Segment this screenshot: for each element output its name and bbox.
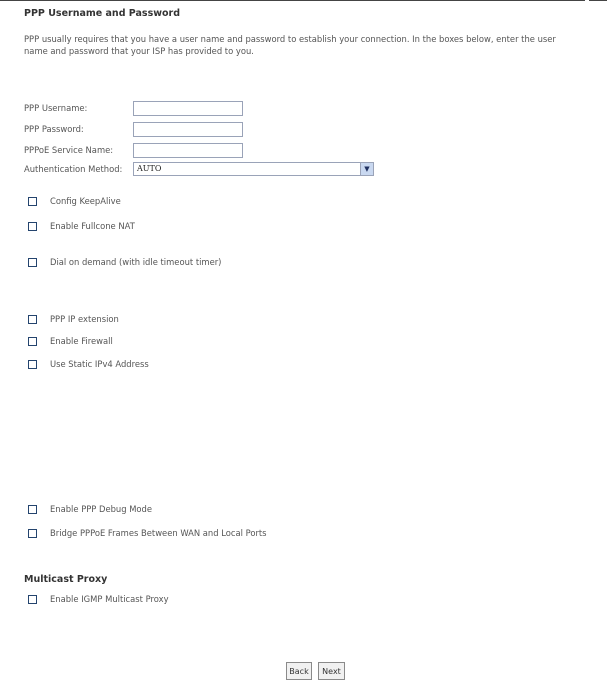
ip-extension-label: PPP IP extension [50,314,119,324]
multicast-proxy-title: Multicast Proxy [24,574,108,585]
static-ipv4-checkbox[interactable] [28,360,37,369]
auth-method-label: Authentication Method: [24,164,123,174]
chevron-down-icon[interactable]: ▼ [360,163,373,175]
back-button[interactable]: Back [286,662,312,680]
fullcone-nat-label: Enable Fullcone NAT [50,221,135,231]
keepalive-label: Config KeepAlive [50,196,121,206]
top-divider-right [589,0,607,1]
igmp-proxy-checkbox[interactable] [28,595,37,604]
next-button[interactable]: Next [318,662,345,680]
ppp-username-label: PPP Username: [24,103,88,113]
static-ipv4-label: Use Static IPv4 Address [50,359,149,369]
bridge-frames-label: Bridge PPPoE Frames Between WAN and Local Ports [50,528,267,538]
fullcone-nat-checkbox[interactable] [28,222,37,231]
top-divider [0,0,585,1]
dial-on-demand-label: Dial on demand (with idle timeout timer) [50,257,222,267]
firewall-checkbox[interactable] [28,337,37,346]
pppoe-service-name-input[interactable] [133,143,243,158]
debug-mode-label: Enable PPP Debug Mode [50,504,153,514]
firewall-label: Enable Firewall [50,336,113,346]
igmp-proxy-label: Enable IGMP Multicast Proxy [50,594,169,604]
page-title: PPP Username and Password [24,8,181,19]
dial-on-demand-checkbox[interactable] [28,258,37,267]
ppp-username-input[interactable] [133,101,243,116]
keepalive-checkbox[interactable] [28,197,37,206]
ppp-password-label: PPP Password: [24,124,84,134]
debug-mode-checkbox[interactable] [28,505,37,514]
bridge-frames-checkbox[interactable] [28,529,37,538]
auth-method-value: AUTO [137,164,162,173]
page-description: PPP usually requires that you have a user name and password to establish your connection. In the boxes below, enter the user name and password that your ISP has provided to you. [24,34,556,56]
auth-method-select[interactable] [133,162,374,176]
ip-extension-checkbox[interactable] [28,315,37,324]
ppp-password-input[interactable] [133,122,243,137]
pppoe-service-name-label: PPPoE Service Name: [24,145,114,155]
